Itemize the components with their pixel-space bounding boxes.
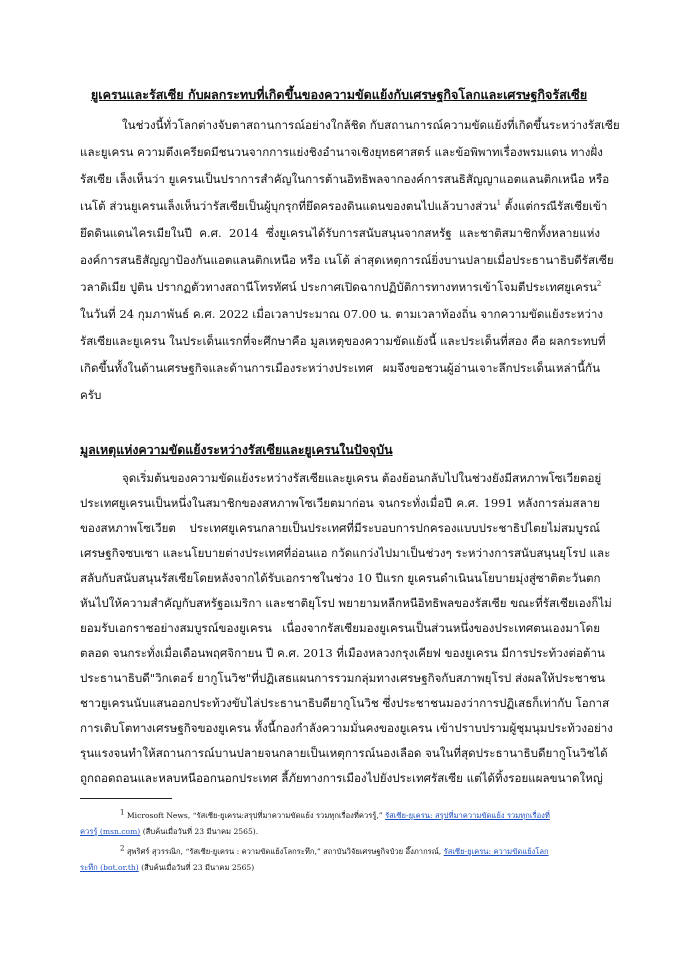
intro-line: รัสเซียและยูเครน ในประเด็นแรกที่จะศึกษาคือ มูลเหตุของความขัดแย้งนี้ และประเด็นที่สอง คือ ผลกระทบที่: [80, 334, 606, 348]
footnote-ref-2[interactable]: 2: [596, 280, 602, 289]
body-line: หันไปให้ความสำคัญกับสหรัฐอเมริกา และชาติยุโรป พยายามหลีกหนีอิทธิพลของรัสเซีย ขณะที่รัสเซียเองก็ไม่: [80, 596, 612, 610]
intro-line: ยึดดินแดนไครเมียในปี ค.ศ. 2014 ซึ่งยูเครนได้รับการสนับสนุนจากสหรัฐ และชาติสมาชิกทั้งหลายแห่ง: [80, 226, 600, 240]
body-line: จุดเริ่มต้นของความขัดแย้งระหว่างรัสเซียและยูเครน ต้องย้อนกลับไปในช่วงยังมีสหภาพโซเวียตอยู่: [122, 471, 602, 485]
article-title: ยูเครนและรัสเซีย กับผลกระทบที่เกิดขึ้นของความขัดแย้งกับเศรษฐกิจโลกและเศรษฐกิจรัสเซีย: [90, 87, 588, 102]
intro-line: ในวันที่ 24 กุมภาพันธ์ ค.ศ. 2022 เมื่อเวลาประมาณ 07.00 น. ตามเวลาท้องถิ่น จากความขัดแย้งระหว่าง: [80, 307, 604, 321]
footnote-2-link[interactable]: รัสเซีย-ยูเครน: ความขัดแย้งโลก: [443, 847, 549, 856]
intro-line-tail: ตั้งแต่กรณีรัสเซียเข้า: [501, 199, 608, 213]
body-line: ถูกถอดถอนและหลบหนีออกนอกประเทศ ลี้ภัยทางการเมืองไปยังประเทศรัสเซีย แต่ได้ทิ้งรอยแผลขนาดใหญ่: [80, 771, 603, 785]
footnote-separator: [80, 798, 172, 799]
footnote-2-text: สุพริศร์ สุวรรณิก, “รัสเซีย-ยูเครน : ความขัดแย้งโลกระทึก,” สถาบันวิจัยเศรษฐกิจป๋วย อึ๊งภากรณ์,: [124, 847, 442, 856]
intro-line: รัสเซีย เล็งเห็นว่า ยูเครนเป็นปราการสำคัญในการต้านอิทธิพลจากองค์การสนธิสัญญาแอตแลนติกเหนือ หรือ: [80, 172, 610, 186]
body-line: ประธานาธิบดี"วิกเตอร์ ยากูโนวิช"ที่ปฏิเสธแผนการรวมกลุ่มทางเศรษฐกิจกับสภาพยุโรป ส่งผลให้ประชาชน: [80, 671, 605, 685]
body-line: เศรษฐกิจซบเซา และนโยบายต่างประเทศที่อ่อนแอ กวัดแกว่งไปมาเป็นช่วงๆ ระหว่างการสนับสนุนยุโรป และ: [80, 546, 611, 560]
body-line: รุนแรงจนทำให้สถานการณ์บานปลายจนกลายเป็นเหตุการณ์นองเลือด จนในที่สุดประธานาธิบดียากูโนวิชได้: [80, 746, 608, 760]
footnote-1-link-cont[interactable]: ควรรู้ (msn.com): [80, 827, 141, 836]
footnote-2-accessed: (สืบค้นเมื่อวันที่ 23 มีนาคม 2565): [138, 863, 255, 872]
body-line: ชาวยูเครนนับแสนออกประท้วงขับไล่ประธานาธิบดียากูโนวิช ซึ่งประชาชนมองว่าการปฏิเสธก็เท่ากับ โอกาส: [80, 696, 610, 710]
footnote-1-accessed: (สืบค้นเมื่อวันที่ 23 มีนาคม 2565).: [140, 827, 259, 836]
section-heading: มูลเหตุแห่งความขัดแย้งระหว่างรัสเซียและยูเครนในปัจจุบัน: [80, 442, 393, 457]
footnote-1: [80, 810, 600, 822]
intro-line: ในช่วงนี้ทั่วโลกต่างจับตาสถานการณ์อย่างใกล้ชิด กับสถานการณ์ความขัดแย้งที่เกิดขึ้นระหว่างรัสเซีย: [122, 118, 620, 132]
footnote-2: [80, 846, 600, 858]
footnote-2-number: 2: [120, 844, 125, 853]
footnote-1-text: Microsoft News, “รัสเซีย-ยูเครน:สรุปที่มาความขัดแย้ง รวมทุกเรื่องที่ควรรู้,”: [124, 811, 383, 820]
footnote-1-number: 1: [120, 808, 125, 817]
body-line: ยอมรับเอกราชอย่างสมบูรณ์ของยูเครน เนื่องจากรัสเซียมองยูเครนเป็นส่วนหนึ่งของประเทศตนเองมาโดย: [80, 621, 600, 635]
footnote-1-link[interactable]: รัสเซีย-ยูเครน: สรุปที่มาความขัดแย้ง รวมทุกเรื่องที่: [385, 811, 550, 820]
footnote-ref-1[interactable]: 1: [496, 199, 502, 208]
intro-line: และยูเครน ความตึงเครียดมีชนวนจากการแย่งชิงอำนาจเชิงยุทธศาสตร์ และข้อพิพาทเรื่องพรมแดน ทางฝั่ง: [80, 145, 603, 159]
intro-line-text: เนโต้ ส่วนยูเครนเล็งเห็นว่ารัสเซียเป็นผู้บุกรุกที่ยึดครองดินแดนของตนไปแล้วบางส่วน: [80, 199, 497, 213]
footnote-2-link-cont[interactable]: ระทึก (bot.or.th): [80, 863, 139, 872]
intro-line: องค์การสนธิสัญญาป้องกันแอตแลนติกเหนือ หรือ เนโต้ ล่าสุดเหตุการณ์ยิ่งบานปลายเมื่อประธานาธิบดีรัสเซีย: [80, 253, 614, 267]
intro-line-text: วลาดิเมีย ปูติน ปรากฏตัวทางสถานีโทรทัศน์ ประกาศเปิดฉากปฏิบัติการทางทหารเข้าโจมตีประเทศยูเครน: [80, 280, 597, 294]
intro-line-with-footnote: [80, 280, 600, 295]
body-line: ประเทศยูเครนเป็นหนึ่งในสมาชิกของสหภาพโซเวียตมาก่อน จนกระทั่งเมื่อปี ค.ศ. 1991 หลังการล่มสลาย: [80, 496, 600, 510]
footnote-1-cont: [80, 826, 600, 838]
intro-line: เกิดขึ้นทั้งในด้านเศรษฐกิจและด้านการเมืองระหว่างประเทศ ผมจึงขอชวนผู้อ่านเจาะลึกประเด็นเหล่านี้กัน: [80, 361, 600, 375]
intro-line-with-footnote: [80, 199, 608, 214]
body-line: ของสหภาพโซเวียต ประเทศยูเครนกลายเป็นประเทศที่มีระบอบการปกครองแบบประชาธิปไตยไม่สมบูรณ์: [80, 521, 600, 535]
footnote-2-cont: [80, 862, 600, 874]
intro-line: ครับ: [80, 388, 102, 402]
body-line: การเติบโตทางเศรษฐกิจของยูเครน ทั้งนี้กองกำลังความมั่นคงของยูเครน เข้าปราบปรามผู้ชุมนุมประท้วงอย่าง: [80, 721, 613, 735]
body-line: สลับกับสนับสนุนรัสเซียโดยหลังจากได้รับเอกราชในช่วง 10 ปีแรก ยูเครนดำเนินนโยบายมุ่งสู่ซาติตะวันตก: [80, 571, 601, 585]
body-line: ตลอด จนกระทั่งเมื่อเดือนพฤศจิกายน ปี ค.ศ. 2013 ที่เมืองหลวงกรุงเคียฟ ของยูเครน มีการประท้วงต่อต้าน: [80, 646, 605, 660]
